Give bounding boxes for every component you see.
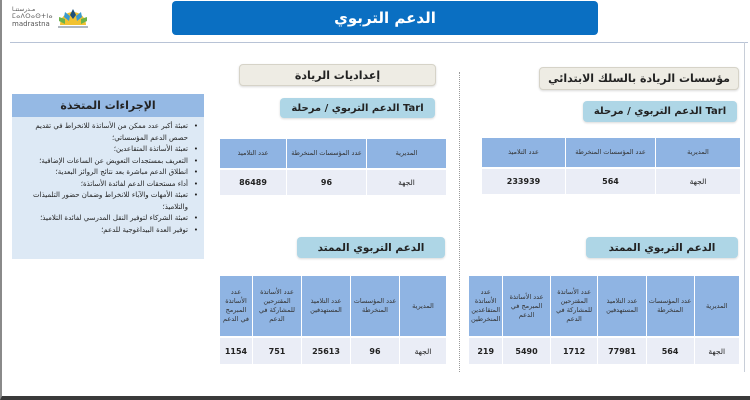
logo-sun-icon xyxy=(56,6,90,30)
column-header: عدد الأساتذة المبرمج في الدعم xyxy=(220,276,252,336)
logo-tifinagh-text: ⵎⴰⴷⵔⴰⵙⵜⵏⴰ xyxy=(12,13,53,20)
actions-panel xyxy=(12,94,204,259)
middle-tarl-title: الدعم التربوي / مرحلة Tarl xyxy=(280,98,435,118)
actions-panel-title: الإجراءات المتخذة xyxy=(12,94,204,117)
cell-students: 25613 xyxy=(301,336,350,364)
primary-section-title: مؤسسات الريادة بالسلك الابتدائي xyxy=(539,67,739,90)
table-row xyxy=(220,168,446,195)
actions-list xyxy=(16,121,198,236)
cell-students: 86489 xyxy=(220,168,286,195)
cell-students: 77981 xyxy=(597,336,645,364)
primary-tarl-title: الدعم التربوي / مرحلة Tarl xyxy=(583,101,737,122)
column-header: عدد التلاميذ المستهدفين xyxy=(301,276,350,336)
cell-retired-teachers: 219 xyxy=(469,336,502,364)
column-header: عدد المؤسسات المنخرطة xyxy=(350,276,399,336)
section-divider xyxy=(459,72,460,372)
cell-institutions: 564 xyxy=(646,336,694,364)
middle-extended-table xyxy=(220,276,446,364)
action-item: • التعريف بمستجدات التعويض عن الساعات الإضافية؛ xyxy=(16,156,198,168)
page-title: الدعم التربوي xyxy=(172,1,598,35)
action-item: • تعبئة الشركاء لتوفير النقل المدرسي لفائدة التلاميذ؛ xyxy=(16,213,198,225)
column-header: عدد التلاميذ xyxy=(482,138,565,167)
column-header: المديرية xyxy=(694,276,739,336)
table-row xyxy=(220,336,446,364)
middle-extended-title: الدعم التربوي الممتد xyxy=(297,237,445,258)
title-divider xyxy=(10,42,748,43)
cell-proposed-teachers: 1712 xyxy=(550,336,598,364)
column-header: عدد المؤسسات المنخرطة xyxy=(286,139,366,168)
logo-arabic-text: مـدرستنـا xyxy=(12,6,36,13)
middle-section-title: إعداديات الريادة xyxy=(239,64,436,86)
action-item: • انطلاق الدعم مباشرة بعد نتائج الروائز البعدية؛ xyxy=(16,167,198,179)
table-header-row xyxy=(482,138,740,167)
column-header: المديرية xyxy=(399,276,446,336)
cell-region: الجهة xyxy=(655,167,740,194)
cell-proposed-teachers: 751 xyxy=(252,336,301,364)
primary-tarl-table xyxy=(482,138,740,194)
column-header: عدد الأساتذة المقترحين للمشاركة في الدعم xyxy=(550,276,598,336)
table-row xyxy=(482,167,740,194)
cell-region: الجهة xyxy=(399,336,446,364)
action-item: • تعبئة الأساتذة المتقاعدين؛ xyxy=(16,144,198,156)
cell-region: الجهة xyxy=(694,336,739,364)
column-header: عدد الأساتذة المقترحين للمشاركة في الدعم xyxy=(252,276,301,336)
column-header: عدد التلاميذ المستهدفين xyxy=(597,276,645,336)
primary-extended-table xyxy=(469,276,739,364)
action-item: • تعبئة الأمهات والآباء للانخراط وضمان حضور التلميذات والتلاميذ؛ xyxy=(16,190,198,213)
table-row xyxy=(469,336,739,364)
table-header-row xyxy=(469,276,739,336)
cell-scheduled-teachers: 1154 xyxy=(220,336,252,364)
logo-latin-text: madrastna xyxy=(12,20,50,28)
cell-scheduled-teachers: 5490 xyxy=(502,336,549,364)
middle-tarl-table xyxy=(220,139,446,195)
table-header-row xyxy=(220,139,446,168)
cell-institutions: 96 xyxy=(286,168,366,195)
right-border xyxy=(744,42,745,372)
column-header: عدد الأساتذة المبرمج في الدعم xyxy=(502,276,549,336)
madrastna-logo xyxy=(12,6,92,32)
column-header: عدد المؤسسات المنخرطة xyxy=(646,276,694,336)
cell-institutions: 564 xyxy=(565,167,655,194)
column-header: عدد الأساتذة المتقاعدين المنخرطين xyxy=(469,276,502,336)
action-item: • أداء مستحقات الدعم لفائدة الأساتذة؛ xyxy=(16,179,198,191)
column-header: عدد المؤسسات المنخرطة xyxy=(565,138,655,167)
column-header: عدد التلاميذ xyxy=(220,139,286,168)
action-item: • توفير العدة البيداغوجية للدعم؛ xyxy=(16,225,198,237)
column-header: المديرية xyxy=(655,138,740,167)
cell-students: 233939 xyxy=(482,167,565,194)
column-header: المديرية xyxy=(366,139,446,168)
action-item: • تعبئة أكبر عدد ممكن من الأساتذة للانخراط في تقديم حصص الدعم المؤسساتي؛ xyxy=(16,121,198,144)
cell-region: الجهة xyxy=(366,168,446,195)
primary-extended-title: الدعم التربوي الممتد xyxy=(586,237,738,258)
cell-institutions: 96 xyxy=(350,336,399,364)
table-header-row xyxy=(220,276,446,336)
